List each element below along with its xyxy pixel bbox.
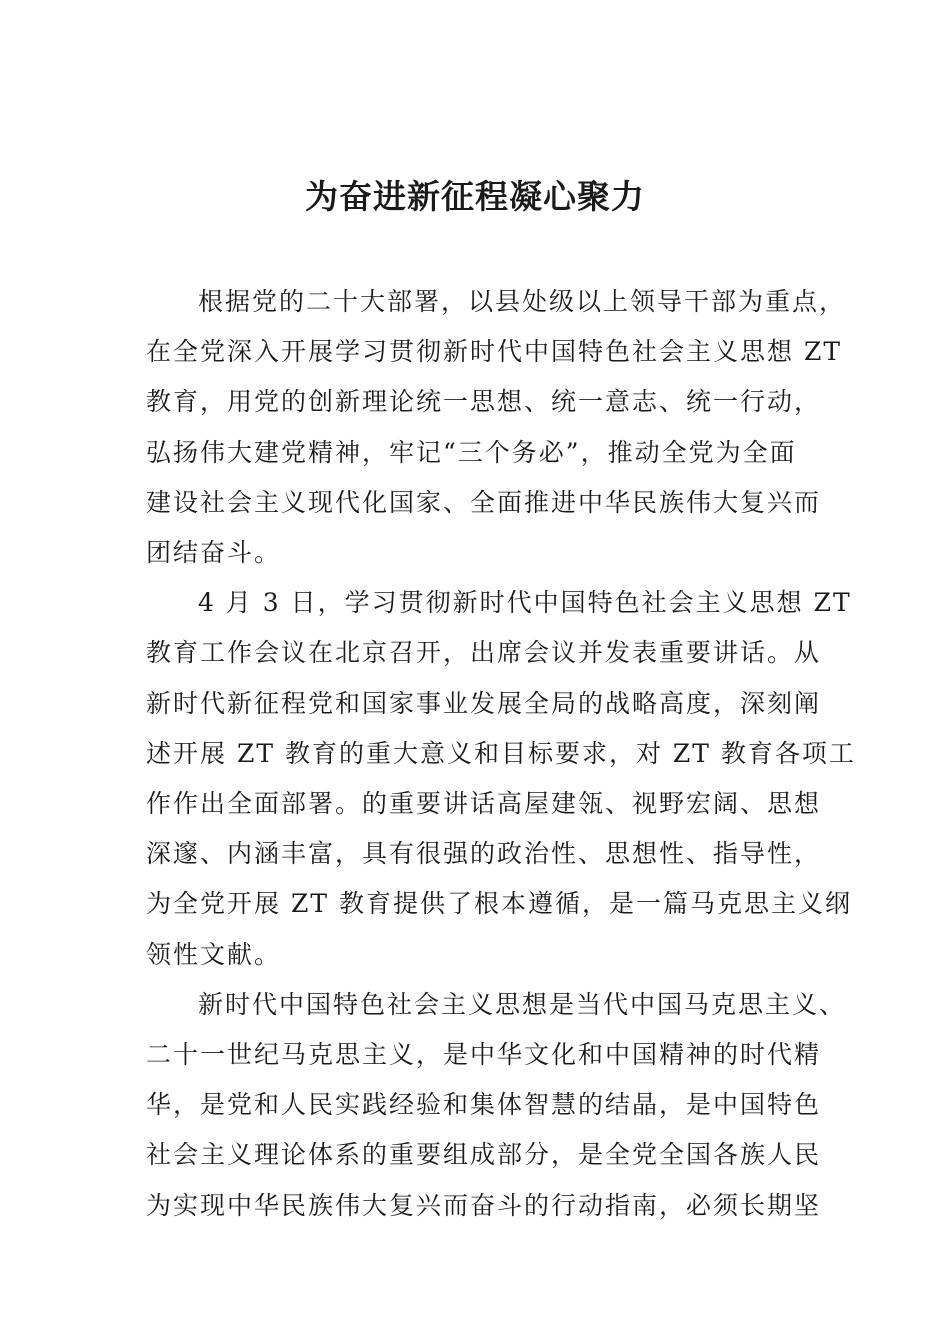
document-title: 为奋进新征程凝心聚力 (305, 177, 645, 216)
paragraph-line: 根据党的二十大部署，以县处级以上领导干部为重点， (198, 287, 847, 316)
paragraph-line: 教育，用党的创新理论统一思想、统一意志、统一行动， (146, 387, 822, 417)
paragraph-line: 述开展 ZT 教育的重大意义和目标要求，对 ZT 教育各项工 (146, 738, 856, 768)
paragraph-line: 二十一世纪马克思主义，是中华文化和中国精神的时代精 (146, 1040, 822, 1070)
paragraph-line: 深邃、内涵丰富，具有很强的政治性、思想性、指导性， (146, 839, 822, 869)
paragraph-line: 在全党深入开展学习贯彻新时代中国特色社会主义思想 ZT (146, 337, 842, 367)
paragraph-line: 4 月 3 日，学习贯彻新时代中国特色社会主义思想 ZT (198, 588, 852, 618)
paragraph-line: 建设社会主义现代化国家、全面推进中华民族伟大复兴而 (146, 487, 822, 517)
paragraph-line: 为全党开展 ZT 教育提供了根本遵循，是一篇马克思主义纲 (146, 889, 852, 919)
paragraph-line: 为实现中华民族伟大复兴而奋斗的行动指南，必须长期坚 (146, 1190, 822, 1220)
paragraph-1 (146, 277, 846, 578)
paragraph-line: 华，是党和人民实践经验和集体智慧的结晶，是中国特色 (146, 1090, 822, 1120)
paragraph-line: 新时代中国特色社会主义思想是当代中国马克思主义、 (198, 989, 847, 1019)
paragraph-2 (146, 578, 856, 980)
paragraph-line: 领性文献。 (146, 939, 282, 969)
paragraph-line: 新时代新征程党和国家事业发展全局的战略高度，深刻阐 (146, 688, 822, 718)
paragraph-3 (146, 980, 846, 1231)
document-body (146, 277, 856, 1231)
paragraph-line: 教育工作会议在北京召开，出席会议并发表重要讲话。从 (146, 638, 822, 668)
paragraph-line: 弘扬伟大建党精神，牢记“三个务必”，推动全党为全面 (146, 437, 797, 467)
paragraph-line: 社会主义理论体系的重要组成部分，是全党全国各族人民 (146, 1140, 822, 1170)
paragraph-line: 作作出全面部署。的重要讲话高屋建瓴、视野宏阔、思想 (146, 789, 822, 819)
paragraph-line: 团结奋斗。 (146, 538, 282, 568)
